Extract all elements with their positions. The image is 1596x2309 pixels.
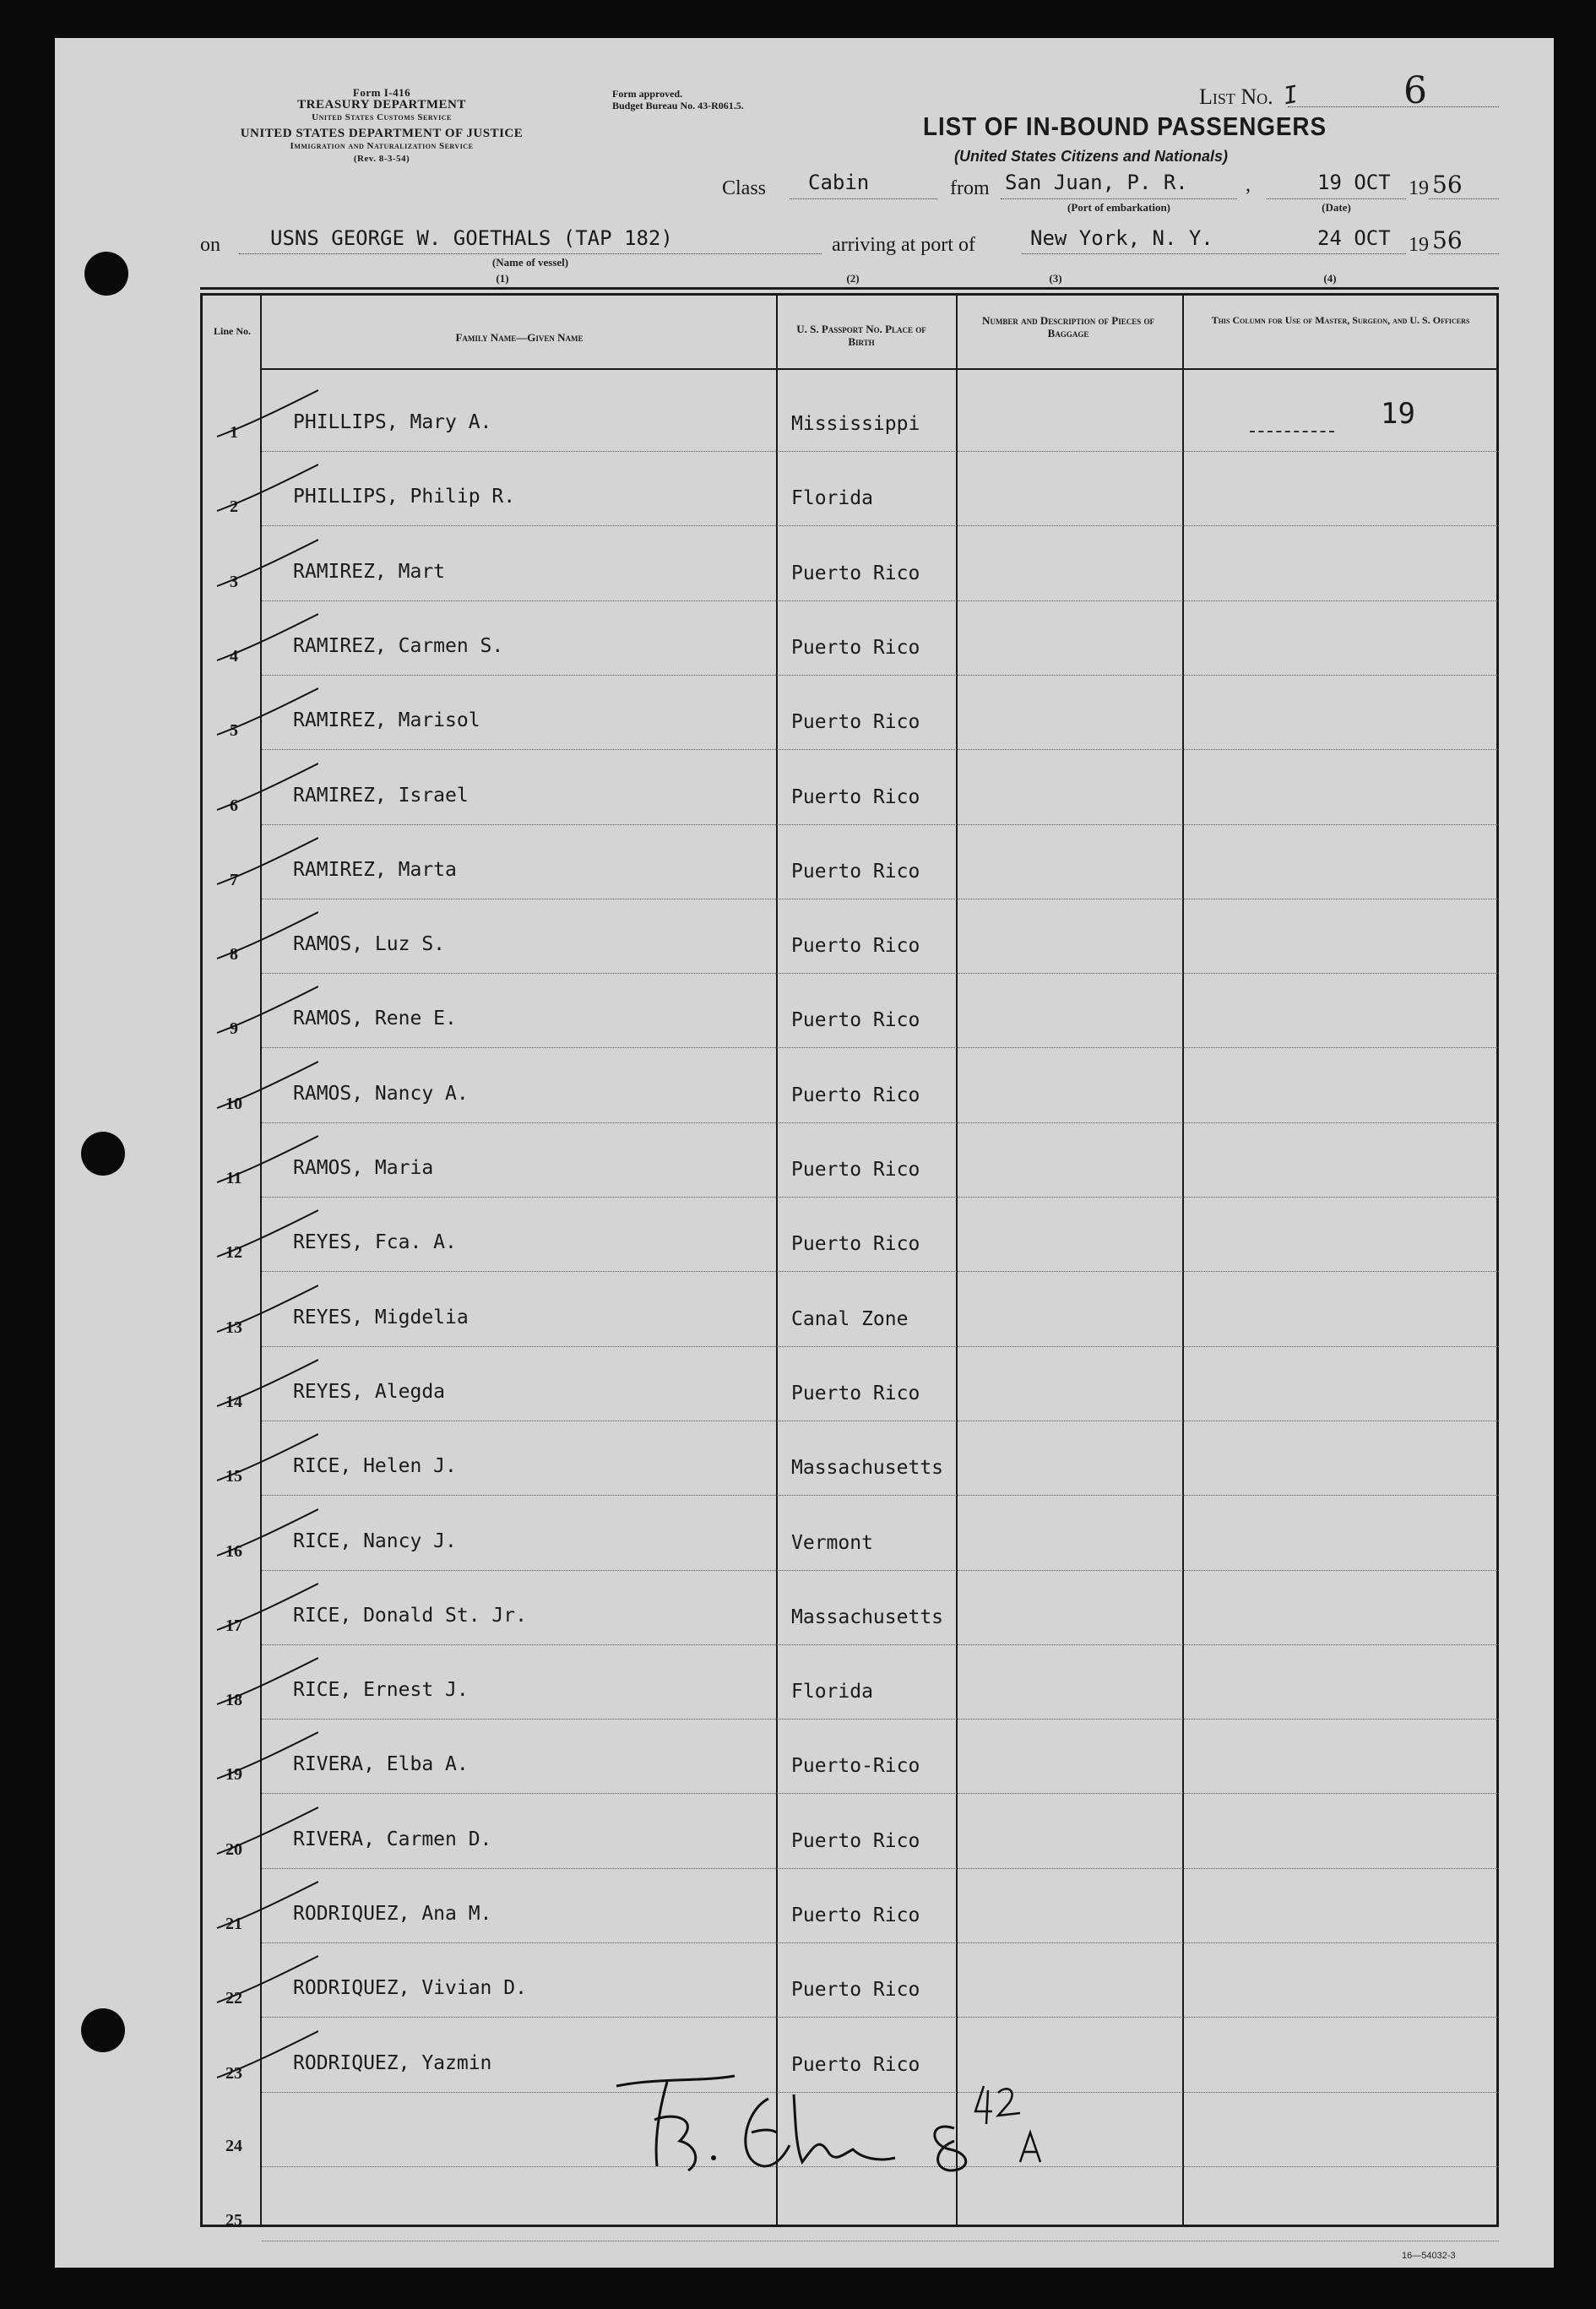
table-row bbox=[200, 452, 1499, 526]
embarkation-port: San Juan, P. R. bbox=[1005, 171, 1188, 194]
check-mark bbox=[200, 2018, 318, 2093]
punch-hole bbox=[81, 2008, 125, 2052]
class-label: Class bbox=[722, 177, 767, 199]
table-row bbox=[200, 825, 1499, 899]
place-of-birth: Puerto Rico bbox=[791, 562, 920, 584]
place-of-birth: Puerto-Rico bbox=[791, 1755, 920, 1778]
table-row bbox=[200, 1571, 1499, 1645]
table-row bbox=[200, 899, 1499, 974]
passenger-name: RICE, Donald St. Jr. bbox=[293, 1604, 527, 1627]
check-mark bbox=[200, 1273, 318, 1347]
place-of-birth: Puerto Rico bbox=[791, 1904, 920, 1926]
line-number: 8 bbox=[230, 945, 238, 964]
class-line bbox=[790, 198, 937, 199]
check-mark bbox=[200, 751, 318, 825]
check-mark bbox=[200, 1123, 318, 1198]
handwritten-signature bbox=[608, 2061, 1115, 2179]
table-top-rule bbox=[200, 287, 1499, 290]
line-number: 9 bbox=[230, 1019, 238, 1039]
vessel-name: USNS GEORGE W. GOETHALS (TAP 182) bbox=[270, 226, 673, 250]
date-caption: (Date) bbox=[1322, 201, 1351, 214]
arrival-line bbox=[1022, 253, 1406, 254]
place-of-birth: Puerto Rico bbox=[791, 785, 920, 808]
passenger-name: RICE, Ernest J. bbox=[293, 1679, 469, 1702]
passenger-name: RIVERA, Elba A. bbox=[293, 1753, 469, 1776]
check-mark bbox=[200, 1943, 318, 2018]
place-of-birth: Puerto Rico bbox=[791, 1382, 920, 1404]
line-number: 17 bbox=[225, 1616, 242, 1635]
check-mark bbox=[200, 676, 318, 750]
line-number: 6 bbox=[230, 796, 238, 815]
passenger-name: PHILLIPS, Philip R. bbox=[293, 486, 516, 508]
passenger-name: RICE, Helen J. bbox=[293, 1455, 457, 1478]
approved-line: Form approved. bbox=[612, 88, 683, 100]
officer-count: 19 bbox=[1381, 397, 1415, 431]
on-label: on bbox=[200, 234, 220, 256]
vessel-line bbox=[239, 253, 822, 254]
check-mark bbox=[200, 527, 318, 601]
passenger-name: REYES, Alegda bbox=[293, 1380, 446, 1403]
check-mark bbox=[200, 1720, 318, 1794]
line-number: 16 bbox=[225, 1541, 242, 1561]
passenger-name: RODRIQUEZ, Ana M. bbox=[293, 1903, 492, 1925]
table-row bbox=[200, 1497, 1499, 1571]
caption-4: (4) bbox=[1323, 272, 1337, 285]
table-row bbox=[200, 974, 1499, 1048]
footer-code: 16—54032-3 bbox=[1402, 2251, 1456, 2261]
table-row bbox=[200, 1347, 1499, 1421]
place-of-birth: Mississippi bbox=[791, 413, 920, 435]
arrival-port: New York, N. Y. bbox=[1030, 226, 1213, 250]
passenger-name: RAMIREZ, Marta bbox=[293, 858, 457, 881]
form-revision: (Rev. 8-3-54) bbox=[353, 154, 410, 164]
place-of-birth: Puerto Rico bbox=[791, 935, 920, 958]
line-number: 19 bbox=[225, 1765, 242, 1785]
line-number: 12 bbox=[225, 1243, 242, 1263]
form-approved bbox=[612, 88, 744, 111]
caption-1: (1) bbox=[496, 272, 509, 285]
departure-year: 56 bbox=[1432, 171, 1463, 198]
caption-3: (3) bbox=[1049, 272, 1062, 285]
punch-hole bbox=[81, 1132, 125, 1176]
from-label: from bbox=[950, 177, 990, 199]
place-of-birth: Puerto Rico bbox=[791, 1084, 920, 1106]
line-number: 4 bbox=[230, 646, 238, 666]
line-number: 7 bbox=[230, 870, 238, 889]
passenger-name: RODRIQUEZ, Vivian D. bbox=[293, 1977, 527, 2000]
passenger-name: RAMIREZ, Carmen S. bbox=[293, 634, 504, 657]
check-mark bbox=[200, 899, 318, 974]
check-mark bbox=[200, 1497, 318, 1571]
passenger-name: REYES, Migdelia bbox=[293, 1306, 469, 1328]
line-number: 15 bbox=[225, 1467, 242, 1486]
place-of-birth: Puerto Rico bbox=[791, 1159, 920, 1181]
passenger-name: RAMOS, Maria bbox=[293, 1157, 434, 1179]
check-mark bbox=[200, 1049, 318, 1123]
arriving-label: arriving at port of bbox=[832, 234, 975, 256]
place-of-birth: Puerto Rico bbox=[791, 1979, 920, 2002]
passenger-name: RAMOS, Rene E. bbox=[293, 1008, 457, 1030]
line-number: 10 bbox=[225, 1094, 242, 1113]
passenger-name: RIVERA, Carmen D. bbox=[293, 1828, 492, 1850]
table-row bbox=[200, 1720, 1499, 1794]
line-number: 21 bbox=[225, 1915, 242, 1933]
place-of-birth: Puerto Rico bbox=[791, 860, 920, 883]
vessel-caption: (Name of vessel) bbox=[491, 256, 569, 269]
line-number: 14 bbox=[225, 1392, 242, 1411]
table-row bbox=[200, 1645, 1499, 1720]
departure-year-prefix: 19 bbox=[1409, 177, 1429, 199]
passenger-name: RICE, Nancy J. bbox=[293, 1529, 457, 1552]
place-of-birth: Puerto Rico bbox=[791, 1829, 920, 1852]
line-number: 5 bbox=[230, 721, 238, 741]
passenger-name: RODRIQUEZ, Yazmin bbox=[293, 2051, 492, 2074]
table-row bbox=[200, 378, 1499, 452]
place-of-birth: Puerto Rico bbox=[791, 1009, 920, 1032]
col-header-baggage: Number and Description of Pieces of Baggage bbox=[982, 314, 1154, 340]
line-number: 3 bbox=[230, 572, 238, 591]
check-mark bbox=[200, 1571, 318, 1645]
check-mark bbox=[200, 1795, 318, 1869]
check-mark bbox=[200, 974, 318, 1048]
check-mark bbox=[200, 1347, 318, 1421]
place-of-birth: Puerto Rico bbox=[791, 2053, 920, 2076]
line-number: 1 bbox=[230, 423, 238, 442]
passenger-name: PHILLIPS, Mary A. bbox=[293, 411, 492, 433]
arrival-year: 56 bbox=[1432, 226, 1463, 254]
passenger-name: RAMIREZ, Israel bbox=[293, 784, 469, 807]
place-of-birth: Puerto Rico bbox=[791, 1233, 920, 1256]
budget-bureau-line: Budget Bureau No. 43-R061.5. bbox=[612, 100, 744, 111]
line-number: 13 bbox=[225, 1317, 242, 1337]
table-row bbox=[200, 1421, 1499, 1496]
class-value: Cabin bbox=[808, 171, 870, 194]
col-header-officers: This Column for Use of Master, Surgeon, and U. S. Officers bbox=[1211, 314, 1470, 326]
table-row bbox=[200, 676, 1499, 750]
passenger-name: RAMOS, Luz S. bbox=[293, 933, 446, 956]
check-mark bbox=[200, 452, 318, 526]
line-number: 11 bbox=[225, 1169, 242, 1187]
table-row bbox=[200, 1049, 1499, 1123]
check-mark bbox=[200, 1421, 318, 1496]
port-caption: (Port of embarkation) bbox=[1067, 201, 1171, 214]
list-no-label: List No. bbox=[1199, 84, 1273, 109]
line-number: 2 bbox=[230, 497, 238, 517]
passenger-name: RAMOS, Nancy A. bbox=[293, 1082, 469, 1105]
passenger-name: RAMIREZ, Marisol bbox=[293, 709, 480, 732]
dept-customs: United States Customs Service bbox=[312, 112, 452, 122]
passenger-name: REYES, Fca. A. bbox=[293, 1231, 457, 1254]
arrival-year-prefix: 19 bbox=[1409, 234, 1429, 256]
col-header-passport: U. S. Passport No. Place of Birth bbox=[796, 323, 926, 348]
place-of-birth: Florida bbox=[791, 1681, 873, 1703]
place-of-birth: Puerto Rico bbox=[791, 711, 920, 734]
form-header-left bbox=[196, 86, 567, 166]
table-row bbox=[200, 1869, 1499, 1943]
table-row bbox=[200, 1795, 1499, 1869]
check-mark bbox=[200, 825, 318, 899]
line-number: 24 bbox=[225, 2136, 242, 2155]
line-number: 18 bbox=[225, 1691, 242, 1710]
table-row bbox=[200, 1943, 1499, 2018]
table-row bbox=[200, 601, 1499, 676]
arrival-date: 24 OCT bbox=[1317, 226, 1391, 250]
check-mark bbox=[200, 1645, 318, 1720]
place-of-birth: Puerto Rico bbox=[791, 636, 920, 659]
line-number: 23 bbox=[225, 2063, 242, 2083]
caption-2: (2) bbox=[846, 272, 860, 285]
list-no-value: 6 bbox=[1403, 69, 1427, 112]
table-row bbox=[200, 1123, 1499, 1198]
place-of-birth: Massachusetts bbox=[791, 1605, 944, 1628]
place-of-birth: Vermont bbox=[791, 1531, 873, 1554]
form-number: Form I-416 bbox=[352, 86, 411, 99]
table-row bbox=[200, 751, 1499, 825]
check-mark bbox=[200, 1869, 318, 1943]
dept-ins: Immigration and Naturalization Service bbox=[290, 141, 474, 151]
table-row bbox=[200, 527, 1499, 601]
col-header-line: Line No. bbox=[213, 325, 251, 337]
check-mark bbox=[200, 1198, 318, 1272]
dept-justice: UNITED STATES DEPARTMENT OF JUSTICE bbox=[240, 127, 524, 140]
line-number: 25 bbox=[225, 2211, 242, 2230]
list-no-prefix-mark: I bbox=[1281, 79, 1300, 111]
punch-hole bbox=[84, 252, 128, 296]
passenger-name: RAMIREZ, Mart bbox=[293, 560, 446, 583]
list-no-line bbox=[1288, 106, 1499, 107]
col-header-name: Family Name—Given Name bbox=[455, 331, 584, 344]
from-line bbox=[1001, 198, 1237, 199]
check-mark bbox=[200, 601, 318, 676]
header-rule bbox=[260, 368, 1497, 370]
officer-dash bbox=[1250, 431, 1334, 432]
date-line bbox=[1267, 198, 1406, 199]
place-of-birth: Florida bbox=[791, 487, 873, 510]
table-row bbox=[200, 1273, 1499, 1347]
departure-date: 19 OCT bbox=[1317, 171, 1391, 194]
line-number: 22 bbox=[225, 1989, 242, 2008]
line-number: 20 bbox=[225, 1839, 242, 1859]
page-title: LIST OF IN-BOUND PASSENGERS bbox=[923, 111, 1327, 141]
dept-treasury: TREASURY DEPARTMENT bbox=[297, 98, 466, 111]
page-subtitle: (United States Citizens and Nationals) bbox=[954, 148, 1229, 165]
check-mark bbox=[200, 378, 318, 452]
place-of-birth: Canal Zone bbox=[791, 1307, 909, 1330]
place-of-birth: Massachusetts bbox=[791, 1457, 944, 1480]
table-row bbox=[200, 1198, 1499, 1272]
